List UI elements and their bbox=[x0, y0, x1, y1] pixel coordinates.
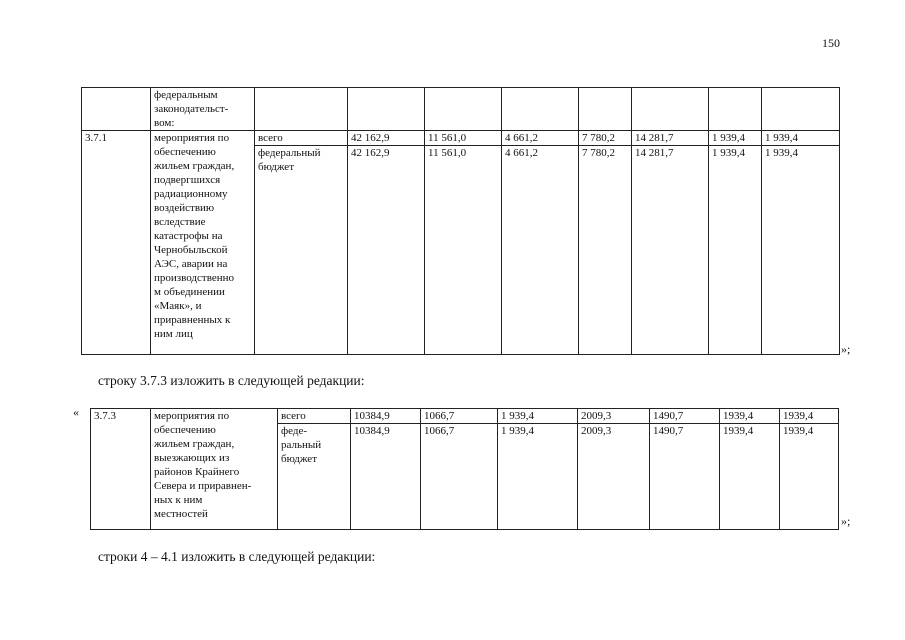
table-row bbox=[91, 409, 839, 530]
value-cell: 1939,4 1939,4 bbox=[720, 409, 780, 530]
instruction-paragraph: строку 3.7.3 изложить в следующей редакции: bbox=[98, 373, 365, 388]
instruction-paragraph: строки 4 – 4.1 изложить в следующей редакции: bbox=[98, 549, 376, 564]
value-cell: 1066,7 1066,7 bbox=[421, 409, 498, 530]
table-row bbox=[82, 88, 840, 131]
value-cell: 7 780,2 7 780,2 bbox=[579, 131, 632, 355]
value-cell: 10384,9 10384,9 bbox=[351, 409, 421, 530]
value-cell: 42 162,9 42 162,9 bbox=[348, 131, 425, 355]
closing-quote-mark: »; bbox=[841, 514, 851, 528]
source-federal: федеральный бюджет bbox=[255, 145, 347, 174]
value-cell: 1 939,4 1 939,4 bbox=[498, 409, 578, 530]
value-cell: 1490,7 1490,7 bbox=[650, 409, 720, 530]
source-total: всего bbox=[281, 410, 306, 422]
value-cell: 1939,4 1939,4 bbox=[780, 409, 839, 530]
value-cell: 1 939,4 1 939,4 bbox=[762, 131, 840, 355]
source-cell bbox=[255, 131, 348, 355]
row-code-cell: 3.7.1 bbox=[82, 131, 151, 355]
value-cell: 14 281,7 14 281,7 bbox=[632, 131, 709, 355]
row-name-cell: мероприятия по обеспечению жильем граждан, выезжающих из районов Крайнего Севера и приравнен- ных к ним местностей bbox=[151, 409, 278, 530]
source-cell bbox=[278, 409, 351, 530]
row-name-cell: федеральным законодательст- вом: bbox=[151, 88, 255, 131]
closing-quote-mark: »; bbox=[841, 342, 851, 356]
budget-table-continued bbox=[81, 87, 840, 355]
budget-table-replacement bbox=[90, 408, 839, 530]
page-number: 150 bbox=[822, 36, 840, 50]
row-code-cell: 3.7.3 bbox=[91, 409, 151, 530]
value-cell: 4 661,2 4 661,2 bbox=[502, 131, 579, 355]
source-total: всего bbox=[258, 132, 283, 144]
value-cell: 11 561,0 11 561,0 bbox=[425, 131, 502, 355]
row-name-cell: мероприятия по обеспечению жильем граждан, подвергшихся радиационному воздействию вследствие катастрофы на Чернобыльской АЭС, аварии на производственно м объединении «Маяк», и приравненных к ним лиц bbox=[151, 131, 255, 355]
table-row bbox=[82, 131, 840, 355]
value-cell: 2009,3 2009,3 bbox=[578, 409, 650, 530]
opening-quote-mark: « bbox=[73, 405, 79, 419]
value-cell: 1 939,4 1 939,4 bbox=[709, 131, 762, 355]
code-cell bbox=[82, 88, 151, 131]
source-federal: феде- ральный бюджет bbox=[278, 423, 350, 466]
